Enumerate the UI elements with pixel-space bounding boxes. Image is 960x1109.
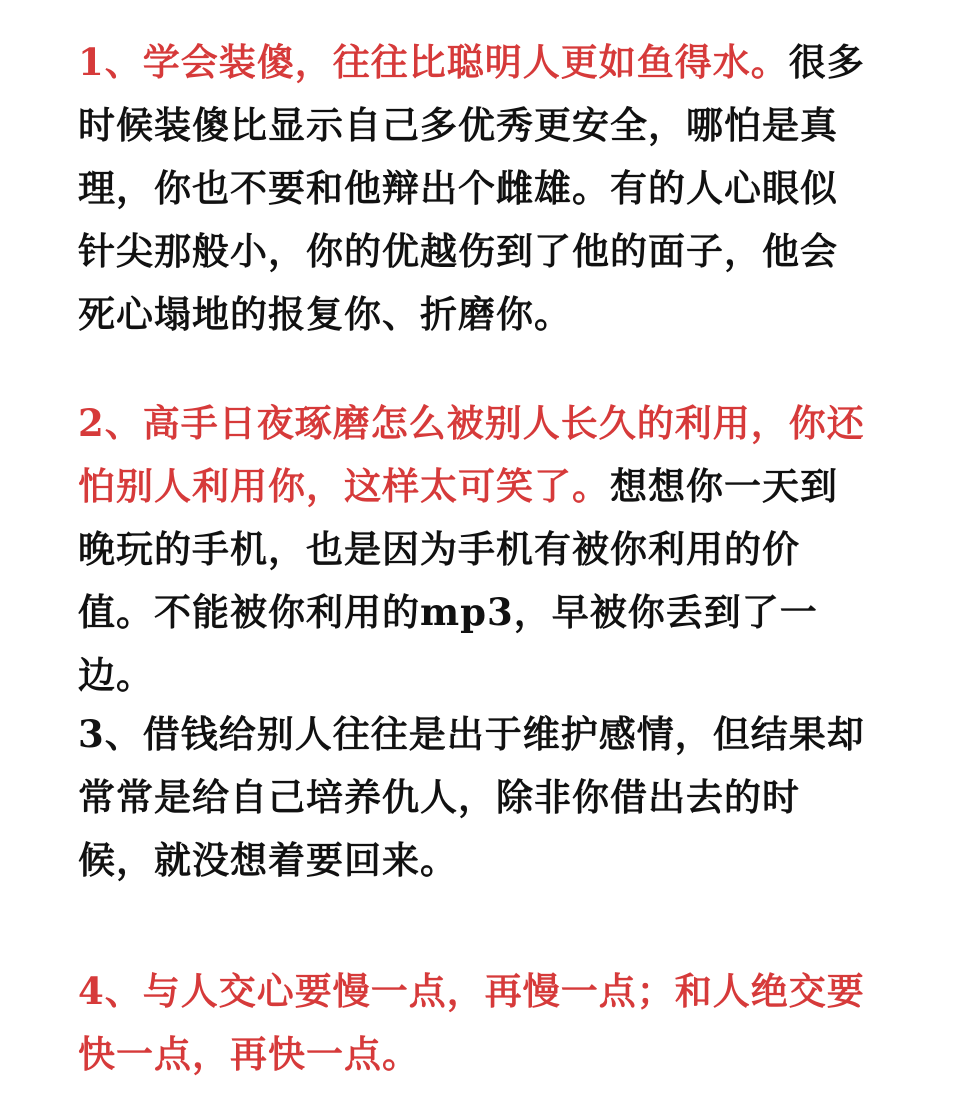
- paragraph-2-heading: 2、高手日夜琢磨怎么被别人长久的利用，你还怕别人利用你，这样太可笑了。: [78, 401, 865, 508]
- paragraph-3-body: 3、借钱给别人往往是出于维护感情，但结果却常常是给自己培养仇人，除非你借出去的时候，就没想着要回来。: [78, 712, 865, 882]
- paragraph-2: [78, 392, 868, 707]
- paragraph-2-body: 想想你一天到晚玩的手机，也是因为手机有被你利用的价值。不能被你利用的mp3，早被你丢到了一边。: [78, 464, 838, 697]
- paragraph-3: [78, 703, 868, 892]
- paragraph-1-heading: 1、学会装傻，往往比聪明人更如鱼得水。: [78, 40, 789, 84]
- paragraph-4: [78, 960, 868, 1086]
- paragraph-1-body: 很多时候装傻比显示自己多优秀更安全，哪怕是真理，你也不要和他辩出个雌雄。有的人心眼似针尖那般小，你的优越伤到了他的面子，他会死心塌地的报复你、折磨你。: [78, 40, 865, 336]
- paragraph-4-heading: 4、与人交心要慢一点，再慢一点；和人绝交要快一点，再快一点。: [78, 969, 865, 1076]
- paragraph-1: [78, 31, 868, 346]
